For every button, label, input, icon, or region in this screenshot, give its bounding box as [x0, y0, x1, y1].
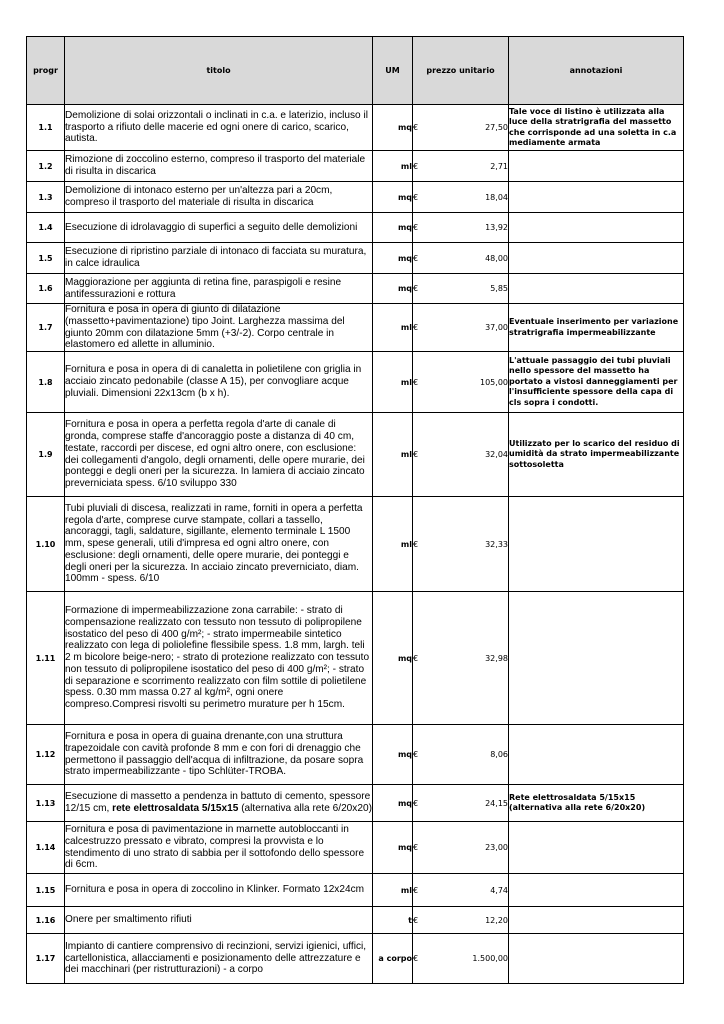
row-um: mq: [373, 592, 413, 725]
currency-symbol: €: [413, 123, 419, 132]
price-value: 2,71: [490, 161, 508, 171]
row-progr: 1.8: [27, 352, 65, 413]
currency-symbol: €: [413, 377, 419, 387]
price-value: 32,33: [485, 539, 508, 549]
row-annotazioni: [509, 213, 684, 243]
price-value: 5,85: [490, 284, 508, 293]
table-row: [27, 907, 684, 934]
row-prezzo: [413, 213, 509, 243]
row-titolo: Esecuzione di idrolavaggio di superfici a seguito delle demolizioni: [65, 213, 373, 243]
row-prezzo: [413, 785, 509, 822]
row-um: ml: [373, 352, 413, 413]
titolo-text: (alternativa alla rete 6/20x20): [238, 803, 372, 814]
row-prezzo: [413, 822, 509, 874]
row-annotazioni: Tale voce di listino è utilizzata alla luce della stratrigrafia del massetto che corrisponde ad una soletta in c.a mediamente armata: [509, 105, 684, 151]
price-value: 23,00: [485, 843, 508, 852]
row-annotazioni: [509, 725, 684, 785]
price-value: 48,00: [485, 253, 508, 263]
row-um: ml: [373, 497, 413, 592]
row-um: mq: [373, 105, 413, 151]
row-prezzo: [413, 304, 509, 352]
table-header-row: [27, 37, 684, 105]
row-prezzo: [413, 105, 509, 151]
currency-symbol: €: [413, 223, 419, 232]
row-progr: 1.6: [27, 274, 65, 304]
row-progr: 1.10: [27, 497, 65, 592]
table-row: [27, 304, 684, 352]
row-titolo: Demolizione di intonaco esterno per un'altezza pari a 20cm, compreso il trasporto del materiale di risulta in discarica: [65, 182, 373, 213]
row-titolo: Fornitura e posa in opera di zoccolino in Klinker. Formato 12x24cm: [65, 874, 373, 907]
table-row: [27, 592, 684, 725]
table-row: [27, 822, 684, 874]
table-row: [27, 243, 684, 274]
row-progr: 1.14: [27, 822, 65, 874]
row-titolo: Fornitura e posa in opera di giunto di dilatazione (massetto+pavimentazione) tipo Joint. Larghezza massima del giunto 20mm con dilatazione 5mm (+3/-2). Corpo centrale in elastomero ed allette in alluminio.: [65, 304, 373, 352]
row-annotazioni: Utilizzato per lo scarico del residuo di umidità da strato impermeabilizzante sottosoletta: [509, 413, 684, 497]
row-um: t: [373, 907, 413, 934]
row-progr: 1.7: [27, 304, 65, 352]
header-prezzo-unitario: prezzo unitario: [413, 37, 509, 105]
currency-symbol: €: [413, 915, 419, 925]
row-progr: 1.5: [27, 243, 65, 274]
row-annotazioni: [509, 934, 684, 984]
row-um: ml: [373, 413, 413, 497]
row-progr: 1.12: [27, 725, 65, 785]
row-um: mq: [373, 822, 413, 874]
row-prezzo: [413, 182, 509, 213]
row-progr: 1.2: [27, 151, 65, 182]
price-value: 18,04: [485, 192, 508, 202]
row-titolo: Fornitura e posa di pavimentazione in marnette autobloccanti in calcestruzzo pressato e vibrato, compresi la provvista e lo stendimento di uno strato di sabbia per il sottofondo dello spessore di 6cm.: [65, 822, 373, 874]
currency-symbol: €: [413, 954, 419, 963]
row-annotazioni: Rete elettrosaldata 5/15x15 (alternativa alla rete 6/20x20): [509, 785, 684, 822]
row-progr: 1.13: [27, 785, 65, 822]
row-progr: 1.3: [27, 182, 65, 213]
row-titolo: Tubi pluviali di discesa, realizzati in rame, forniti in opera a perfetta regola d'arte, comprese curve stampate, collari a tassello, ancoraggi, tagli, saldature, sigillante, elemento terminale L 1500 mm, spese generali, utili d'impresa ed ogni altro onere, con esclusione: degli ornamenti, delle opere murarie, dei ponteggi e degli oneri per la sicurezza. In acciaio zincato preverniciato, diam. 100mm - spess. 6/10: [65, 497, 373, 592]
table-row: [27, 352, 684, 413]
row-annotazioni: [509, 274, 684, 304]
table-row: [27, 151, 684, 182]
price-list-table: [26, 36, 684, 984]
row-annotazioni: [509, 874, 684, 907]
table-row: [27, 213, 684, 243]
row-um: mq: [373, 213, 413, 243]
price-value: 32,98: [485, 653, 508, 663]
row-annotazioni: [509, 822, 684, 874]
row-prezzo: [413, 497, 509, 592]
row-um: ml: [373, 874, 413, 907]
row-um: mq: [373, 274, 413, 304]
table-row: [27, 725, 684, 785]
row-annotazioni: [509, 497, 684, 592]
row-um: ml: [373, 304, 413, 352]
row-annotazioni: [509, 243, 684, 274]
currency-symbol: €: [413, 539, 419, 549]
row-um: ml: [373, 151, 413, 182]
titolo-text: Esecuzione di massetto a pendenza in battuto di cemento, spessore 12/15 cm,: [65, 791, 371, 814]
row-prezzo: [413, 243, 509, 274]
row-annotazioni: [509, 151, 684, 182]
currency-symbol: €: [413, 798, 419, 808]
currency-symbol: €: [413, 450, 419, 459]
row-titolo: [65, 785, 373, 822]
row-titolo: Fornitura e posa in opera di di canaletta in polietilene con griglia in acciaio zincato pedonabile (classe A 15), per convogliare acque pluviali. Dimensioni 22x13cm (b x h).: [65, 352, 373, 413]
row-annotazioni: L'attuale passaggio dei tubi pluviali nello spessore del massetto ha portato a vistosi danneggiamenti per l'insufficiente spessore della capa di cls sopra i condotti.: [509, 352, 684, 413]
header-progr: progr: [27, 37, 65, 105]
row-um: a corpo: [373, 934, 413, 984]
row-prezzo: [413, 413, 509, 497]
row-annotazioni: Eventuale inserimento per variazione stratrigrafia impermeabilizzante: [509, 304, 684, 352]
table-row: [27, 785, 684, 822]
header-annotazioni: annotazioni: [509, 37, 684, 105]
row-progr: 1.11: [27, 592, 65, 725]
row-titolo: Rimozione di zoccolino esterno, compreso il trasporto del materiale di risulta in discarica: [65, 151, 373, 182]
price-value: 1.500,00: [472, 954, 508, 963]
row-titolo: Demolizione di solai orizzontali o inclinati in c.a. e laterizio, incluso il trasporto a rifiuto delle macerie ed ogni onere di carico, scarico, autista.: [65, 105, 373, 151]
header-titolo: titolo: [65, 37, 373, 105]
header-um: UM: [373, 37, 413, 105]
row-prezzo: [413, 151, 509, 182]
currency-symbol: €: [413, 653, 419, 663]
row-titolo: Fornitura e posa in opera a perfetta regola d'arte di canale di gronda, comprese staffe d'ancoraggio poste a distanza di 40 cm, testate, raccordi per discese, ed ogni altro onere, con esclusione: dei collegamenti d'angolo, degli ornamenti, delle opere murarie, dei ponteggi e degli oneri per la sicurezza. In lamiera di acciaio zincato preverniciata spess. 6/10 sviluppo 330: [65, 413, 373, 497]
row-um: mq: [373, 725, 413, 785]
price-value: 4,74: [490, 885, 508, 895]
table-row: [27, 497, 684, 592]
table-row: [27, 413, 684, 497]
price-value: 13,92: [485, 223, 508, 232]
row-progr: 1.4: [27, 213, 65, 243]
row-progr: 1.15: [27, 874, 65, 907]
table-row: [27, 182, 684, 213]
table-row: [27, 934, 684, 984]
row-progr: 1.1: [27, 105, 65, 151]
row-prezzo: [413, 907, 509, 934]
row-progr: 1.17: [27, 934, 65, 984]
table-row: [27, 274, 684, 304]
row-prezzo: [413, 874, 509, 907]
currency-symbol: €: [413, 284, 419, 293]
price-value: 12,20: [485, 915, 508, 925]
row-prezzo: [413, 274, 509, 304]
row-prezzo: [413, 934, 509, 984]
row-titolo: Maggiorazione per aggiunta di retina fine, paraspigoli e resine antifessurazioni e rottura: [65, 274, 373, 304]
currency-symbol: €: [413, 161, 419, 171]
row-progr: 1.9: [27, 413, 65, 497]
currency-symbol: €: [413, 885, 419, 895]
price-value: 37,00: [485, 323, 508, 332]
row-prezzo: [413, 725, 509, 785]
table-row: [27, 105, 684, 151]
row-annotazioni: [509, 907, 684, 934]
row-prezzo: [413, 352, 509, 413]
row-titolo: Fornitura e posa in opera di guaina drenante,con una struttura trapezoidale con cavità profonde 8 mm e con fori di drenaggio che permettono il passaggio dell'acqua di infiltrazione, da posare sopra strato impermeabilizzante - tipo Schlüter-TROBA.: [65, 725, 373, 785]
row-annotazioni: [509, 182, 684, 213]
price-value: 8,06: [490, 750, 508, 759]
row-titolo: Onere per smaltimento rifiuti: [65, 907, 373, 934]
table-row: [27, 874, 684, 907]
row-annotazioni: [509, 592, 684, 725]
currency-symbol: €: [413, 253, 419, 263]
price-value: 27,50: [485, 123, 508, 132]
currency-symbol: €: [413, 843, 419, 852]
price-value: 105,00: [480, 377, 508, 387]
titolo-bold-text: rete elettrosaldata 5/15x15: [112, 803, 239, 814]
row-um: mq: [373, 243, 413, 274]
row-prezzo: [413, 592, 509, 725]
price-value: 32,04: [485, 450, 508, 459]
price-value: 24,15: [485, 798, 508, 808]
currency-symbol: €: [413, 323, 419, 332]
row-titolo: Impianto di cantiere comprensivo di recinzioni, servizi igienici, uffici, cartellonistica, allacciamenti e posizionamento delle attrezzature e dei macchinari (per ristrutturazioni) - a corpo: [65, 934, 373, 984]
currency-symbol: €: [413, 750, 419, 759]
row-titolo: Esecuzione di ripristino parziale di intonaco di facciata su muratura, in calce idraulica: [65, 243, 373, 274]
row-progr: 1.16: [27, 907, 65, 934]
row-titolo: Formazione di impermeabilizzazione zona carrabile: - strato di compensazione realizzato con tessuto non tessuto di polipropilene isostatico del peso di 400 g/m²; - strato impermeabile sintetico realizzato con lega di poliolefine flessibile spess. 1.8 mm, largh. teli 2 m bicolore beige-nero; - strato di protezione realizzato con tessuto non tessuto di polipropilene isostatico del peso di 400 g/m²; - strato di separazione e scorrimento realizzato con film sottile di polietilene spess. 0.30 mm massa 0.27 al kg/m², ogni onere compreso.Compresi risvolti su perimetro murature per h 15cm.: [65, 592, 373, 725]
row-um: mq: [373, 182, 413, 213]
row-um: mq: [373, 785, 413, 822]
currency-symbol: €: [413, 192, 419, 202]
